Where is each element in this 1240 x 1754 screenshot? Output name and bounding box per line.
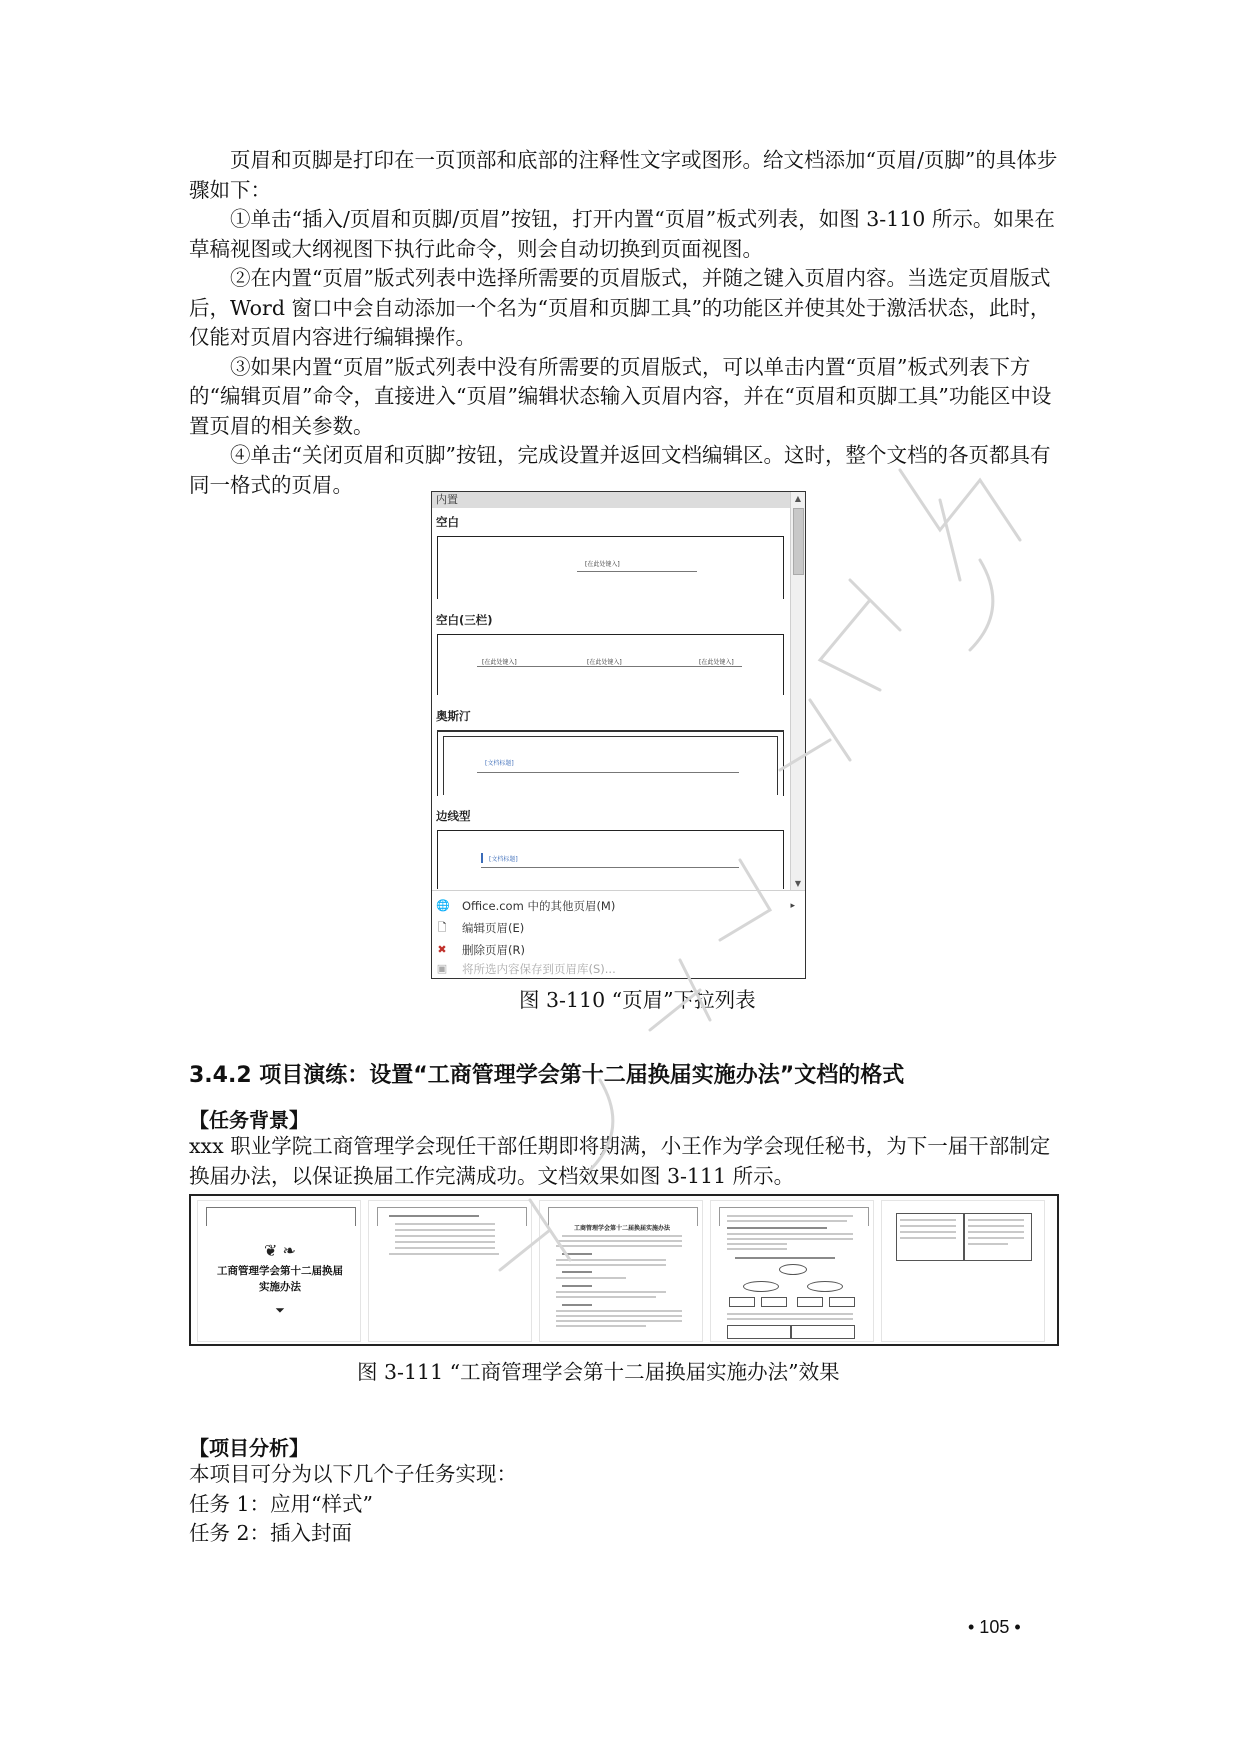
header-style-sideline[interactable] [437,830,784,888]
paragraph: 本项目可分为以下几个子任务实现： [189,1462,517,1486]
gallery-section-label: 空白 [436,515,459,529]
thumbnail-table-page [881,1200,1045,1342]
placeholder-text: [文档标题] [489,856,518,863]
menu-item-label: 删除页眉(R) [462,943,525,957]
placeholder-text: [文档标题] [485,760,514,767]
paragraph: ①单击“插入/页眉和页脚/页眉”按钮，打开内置“页眉”板式列表，如图 3-110 所示。如果在草稿视图或大纲视图下执行此命令，则会自动切换到页面视图。 [189,207,1055,261]
scrollbar[interactable] [790,492,805,890]
scroll-up-icon[interactable]: ▲ [794,494,802,503]
paragraph: ④单击“关闭页眉和页脚”按钮，完成设置并返回文档编辑区。这时，整个文档的各页都具有同一格式的页眉。 [189,443,1051,497]
task-background-text-block [189,1132,1061,1191]
project-analysis-heading: 【项目分析】 [189,1436,309,1460]
task-item: 任务 2：插入封面 [189,1521,353,1545]
intro-text-block [189,146,1061,500]
gallery-header: 内置 [432,492,790,508]
placeholder-text: [在此处键入] [699,659,734,666]
document-icon: 🗋 [437,921,447,934]
header-style-austin[interactable] [437,730,784,794]
scroll-thumb[interactable] [793,508,804,575]
ornament-icon: ⏷ [275,1303,285,1317]
header-style-blank-three-column[interactable] [437,634,784,694]
menu-item-label: Office.com 中的其他页眉(M) [462,899,616,913]
paragraph: ②在内置“页眉”版式列表中选择所需要的页眉版式，并随之键入页眉内容。当选定页眉版式后，Word 窗口中会自动添加一个名为“页眉和页脚工具”的功能区并使其处于激活状态，此时，仅能对页眉内容进行编辑操作。 [189,266,1051,349]
thumbnail-page-title: 工商管理学会第十二届换届实施办法 [573,1225,670,1232]
placeholder-text: [在此处键入] [587,659,622,666]
thumbnail-cover-page [197,1200,361,1342]
paragraph: 页眉和页脚是打印在一页顶部和底部的注释性文字或图形。给文档添加“页眉/页脚”的具体步骤如下： [189,148,1058,202]
delete-icon: ✖ [437,943,447,956]
menu-item-edit-header[interactable] [432,917,805,939]
globe-icon: 🌐 [436,899,450,912]
gallery-section-label: 空白(三栏) [436,613,493,627]
gallery-section-label: 边线型 [436,809,471,823]
scroll-down-icon[interactable]: ▼ [794,879,802,888]
separator [432,890,805,891]
menu-item-label: 编辑页眉(E) [462,921,525,935]
thumbnail-toc-page [368,1200,532,1342]
paragraph: xxx 职业学院工商管理学会现任干部任期即将期满，小王作为学会现任秘书，为下一届干部制定换届办法，以保证换届工作完满成功。文档效果如图 3-111 所示。 [189,1134,1051,1188]
thumbnail-content-page [539,1200,703,1342]
submenu-arrow-icon: ▸ [790,901,795,911]
figure-caption: 图 3-110 “页眉”下拉列表 [519,988,756,1012]
task-item: 任务 1：应用“样式” [189,1491,374,1516]
cover-title: 工商管理学会第十二届换届实施办法 [217,1265,343,1293]
menu-item-label: 将所选内容保存到页眉库(S)... [462,962,616,976]
task-background-heading: 【任务背景】 [189,1108,309,1132]
ornament-icon: ❦ ❧ [264,1241,296,1260]
section-title: 3.4.2 项目演练：设置“工商管理学会第十二届换届实施办法”文档的格式 [189,1063,905,1088]
placeholder-text: [在此处键入] [482,659,517,666]
menu-item-more-headers[interactable] [432,895,805,917]
header-gallery-dropdown [431,491,806,979]
gallery-section-label: 奥斯汀 [436,709,471,723]
header-style-blank[interactable] [437,536,784,598]
figure-caption: 图 3-111 “工商管理学会第十二届换届实施办法”效果 [357,1360,840,1384]
save-icon: ▣ [436,962,448,975]
thumbnail-chart-page [710,1200,874,1342]
menu-item-save-to-gallery [432,958,805,980]
paragraph: ③如果内置“页眉”版式列表中没有所需要的页眉版式，可以单击内置“页眉”板式列表下方的“编辑页眉”命令，直接进入“页眉”编辑状态输入页眉内容，并在“页眉和页脚工具”功能区中设置页眉的相关参数。 [189,354,1052,438]
project-analysis-text-block [189,1460,1061,1549]
document-thumbnails-figure [189,1194,1059,1346]
placeholder-text: [在此处键入] [585,561,620,568]
page-number: • 105 • [968,1617,1021,1637]
